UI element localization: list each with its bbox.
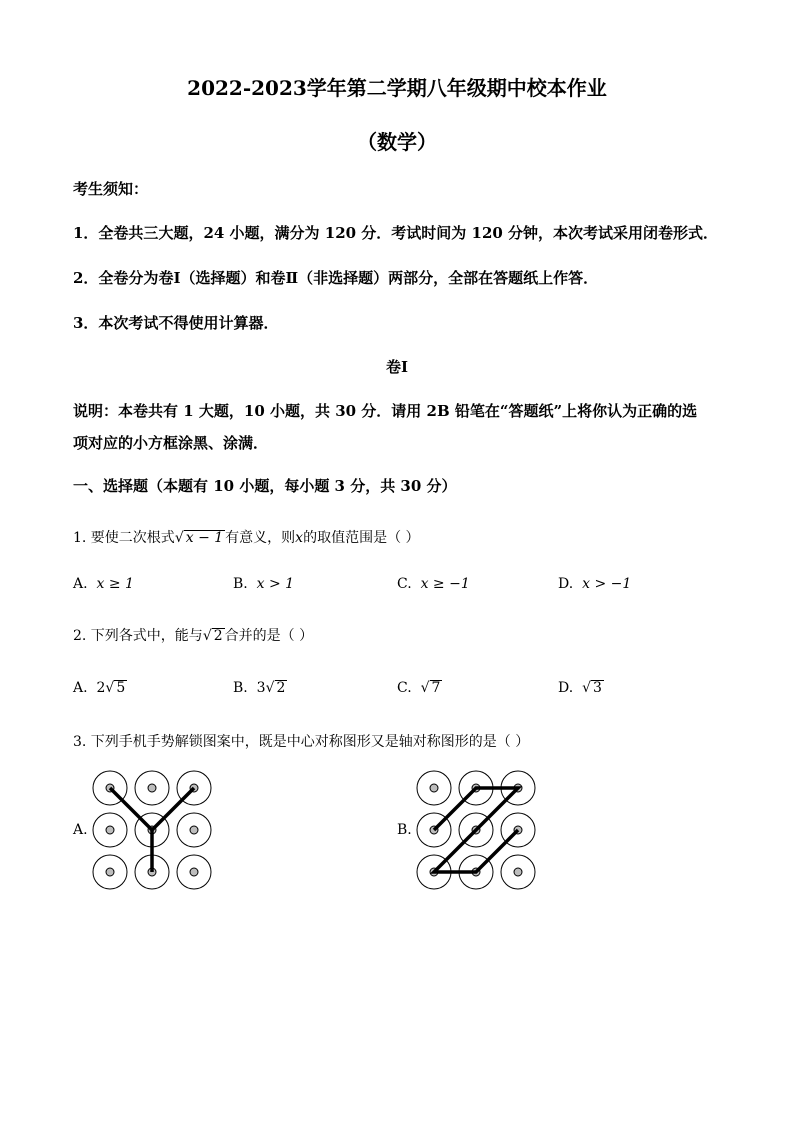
question-text: 有意义，则	[225, 530, 296, 546]
part-title: 一、选择题（本题有 10 小题，每小题 3 分，共 30 分）	[73, 477, 457, 495]
unlock-pattern-a	[88, 766, 218, 896]
gesture-path	[110, 788, 152, 872]
radical-sign: √	[174, 530, 184, 546]
question-3-stem: 3. 下列手机手势解锁图案中，既是中心对称图形又是轴对称图形的是（ ）	[73, 734, 530, 750]
question-text: 1. 要使二次根式	[73, 530, 175, 546]
section-description: 项对应的小方框涂黑、涂满．	[73, 434, 269, 452]
question-text: 2. 下列各式中，能与	[73, 628, 203, 644]
question-text: 合并的是（ ）	[224, 628, 314, 644]
option-b-label: B.	[397, 822, 412, 838]
gesture-path	[152, 788, 194, 830]
section-label: 卷Ⅰ	[385, 358, 409, 376]
question-text: 的取值范围是（ ）	[303, 530, 420, 546]
variable: x	[295, 530, 304, 546]
radicand: x − 1	[185, 530, 224, 546]
option-d: D. √ 3	[558, 680, 602, 696]
gesture-path	[434, 788, 518, 872]
radicand: 2	[213, 628, 223, 644]
option-b: B. 3√ 2	[233, 680, 286, 696]
option-d: D. x > −1	[558, 576, 632, 592]
section-description: 说明：本卷共有 1 大题，10 小题，共 30 分．请用 2B 铅笔在“答题纸”上将你认为正确的选	[73, 402, 698, 420]
unlock-pattern-b	[412, 766, 542, 896]
option-a-label: A.	[73, 822, 88, 838]
option-c: C. x ≥ −1	[397, 576, 470, 592]
exam-title: 2022-2023学年第二学期八年级期中校本作业	[187, 76, 607, 100]
notice-item: 2．全卷分为卷Ⅰ（选择题）和卷Ⅱ（非选择题）两部分，全部在答题纸上作答．	[73, 269, 599, 287]
question-2-stem	[73, 625, 313, 645]
radical-sign: √	[202, 628, 212, 644]
notice-heading: 考生须知：	[73, 180, 149, 198]
option-a: A. 2√ 5	[73, 680, 126, 696]
notice-item: 1．全卷共三大题，24 小题，满分为 120 分．考试时间为 120 分钟，本次考试采用闭卷形式．	[73, 224, 719, 242]
option-c: C. √ 7	[397, 680, 441, 696]
option-a: A. x ≥ 1	[73, 576, 134, 592]
option-b: B. x > 1	[233, 576, 295, 592]
subject-subtitle: （数学）	[357, 130, 437, 154]
notice-item: 3．本次考试不得使用计算器．	[73, 314, 279, 332]
question-1-stem	[73, 527, 420, 547]
